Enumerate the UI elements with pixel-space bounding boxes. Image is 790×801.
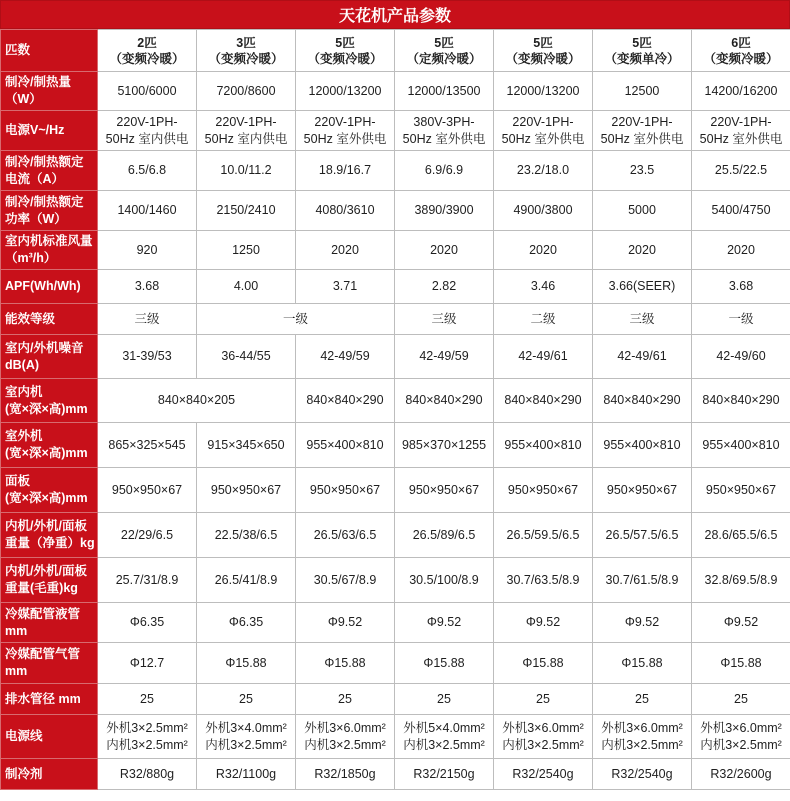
- table-cell: 25: [395, 684, 494, 715]
- table-cell: 25: [98, 684, 197, 715]
- column-header: 5匹 （变频冷暖）: [494, 30, 593, 72]
- table-cell: Φ12.7: [98, 643, 197, 684]
- table-cell: 12500: [593, 72, 692, 111]
- table-row: [1, 270, 790, 304]
- table-row: [1, 643, 790, 684]
- table-cell: 2150/2410: [197, 191, 296, 231]
- table-cell: R32/1850g: [296, 759, 395, 790]
- table-cell: 985×370×1255: [395, 423, 494, 468]
- table-cell: 12000/13500: [395, 72, 494, 111]
- table-cell: 220V-1PH- 50Hz 室外供电: [692, 111, 790, 151]
- row-label: 制冷/制热量 （W）: [1, 72, 98, 111]
- table-cell: 42-49/59: [395, 335, 494, 379]
- table-cell: Φ9.52: [494, 603, 593, 643]
- table-row: [1, 759, 790, 790]
- table-row: [1, 151, 790, 191]
- table-cell: 915×345×650: [197, 423, 296, 468]
- table-cell: 5000: [593, 191, 692, 231]
- table-cell: 一级: [197, 304, 395, 335]
- table-cell: 25.7/31/8.9: [98, 558, 197, 603]
- row-label: 面板 (宽×深×高)mm: [1, 468, 98, 513]
- table-cell: 外机3×2.5mm² 内机3×2.5mm²: [98, 715, 197, 759]
- table-cell: R32/2540g: [494, 759, 593, 790]
- table-cell: 25: [494, 684, 593, 715]
- table-cell: 25: [296, 684, 395, 715]
- table-cell: Φ15.88: [197, 643, 296, 684]
- table-cell: Φ9.52: [593, 603, 692, 643]
- table-cell: 2020: [494, 231, 593, 270]
- row-label: 室内/外机噪音 dB(A): [1, 335, 98, 379]
- row-label: 内机/外机/面板 重量（净重）kg: [1, 513, 98, 558]
- table-cell: 380V-3PH- 50Hz 室外供电: [395, 111, 494, 151]
- table-row: [1, 603, 790, 643]
- table-cell: 955×400×810: [494, 423, 593, 468]
- table-cell: 950×950×67: [494, 468, 593, 513]
- table-cell: 840×840×205: [98, 379, 296, 423]
- table-cell: 30.7/63.5/8.9: [494, 558, 593, 603]
- table-cell: 220V-1PH- 50Hz 室外供电: [296, 111, 395, 151]
- table-cell: R32/2600g: [692, 759, 790, 790]
- table-cell: 2020: [395, 231, 494, 270]
- table-cell: Φ15.88: [593, 643, 692, 684]
- table-cell: 840×840×290: [395, 379, 494, 423]
- table-cell: 955×400×810: [593, 423, 692, 468]
- table-cell: 4.00: [197, 270, 296, 304]
- table-cell: 955×400×810: [692, 423, 790, 468]
- column-header: 2匹 （变频冷暖）: [98, 30, 197, 72]
- table-cell: 外机5×4.0mm² 内机3×2.5mm²: [395, 715, 494, 759]
- table-row: [1, 191, 790, 231]
- table-cell: 220V-1PH- 50Hz 室外供电: [593, 111, 692, 151]
- table-cell: 外机3×6.0mm² 内机3×2.5mm²: [296, 715, 395, 759]
- table-cell: 2020: [296, 231, 395, 270]
- table-cell: 18.9/16.7: [296, 151, 395, 191]
- table-cell: Φ15.88: [395, 643, 494, 684]
- table-cell: 3.66(SEER): [593, 270, 692, 304]
- table-cell: 950×950×67: [98, 468, 197, 513]
- row-label: 室内机标准风量 （m³/h）: [1, 231, 98, 270]
- table-cell: 220V-1PH- 50Hz 室内供电: [197, 111, 296, 151]
- table-cell: 26.5/59.5/6.5: [494, 513, 593, 558]
- table-cell: 4900/3800: [494, 191, 593, 231]
- table-cell: 25: [593, 684, 692, 715]
- table-cell: Φ15.88: [296, 643, 395, 684]
- table-cell: 外机3×6.0mm² 内机3×2.5mm²: [692, 715, 790, 759]
- header-row: [1, 30, 790, 72]
- table-cell: R32/1100g: [197, 759, 296, 790]
- row-label: 冷媒配管液管 mm: [1, 603, 98, 643]
- table-cell: 一级: [692, 304, 790, 335]
- table-row: [1, 379, 790, 423]
- table-cell: 二级: [494, 304, 593, 335]
- table-row: [1, 468, 790, 513]
- table-cell: 26.5/57.5/6.5: [593, 513, 692, 558]
- table-cell: 42-49/59: [296, 335, 395, 379]
- table-cell: 6.5/6.8: [98, 151, 197, 191]
- table-cell: 950×950×67: [692, 468, 790, 513]
- row-label: 排水管径 mm: [1, 684, 98, 715]
- table-cell: 950×950×67: [395, 468, 494, 513]
- row-label: 室内机 (宽×深×高)mm: [1, 379, 98, 423]
- table-cell: Φ15.88: [494, 643, 593, 684]
- table-cell: 26.5/41/8.9: [197, 558, 296, 603]
- table-cell: 22/29/6.5: [98, 513, 197, 558]
- table-cell: 6.9/6.9: [395, 151, 494, 191]
- table-cell: Φ9.52: [395, 603, 494, 643]
- table-cell: 3.71: [296, 270, 395, 304]
- table-row: [1, 231, 790, 270]
- table-cell: 42-49/60: [692, 335, 790, 379]
- table-cell: 30.5/67/8.9: [296, 558, 395, 603]
- table-row: [1, 558, 790, 603]
- table-cell: 23.2/18.0: [494, 151, 593, 191]
- table-cell: 3890/3900: [395, 191, 494, 231]
- table-cell: Φ15.88: [692, 643, 790, 684]
- table-cell: 32.8/69.5/8.9: [692, 558, 790, 603]
- table-cell: 10.0/11.2: [197, 151, 296, 191]
- table-cell: Φ6.35: [197, 603, 296, 643]
- row-label: 电源线: [1, 715, 98, 759]
- row-label: APF(Wh/Wh): [1, 270, 98, 304]
- column-header: 5匹 （变频单冷）: [593, 30, 692, 72]
- table-cell: 220V-1PH- 50Hz 室外供电: [494, 111, 593, 151]
- table-row: [1, 423, 790, 468]
- table-cell: 220V-1PH- 50Hz 室内供电: [98, 111, 197, 151]
- table-cell: 2020: [593, 231, 692, 270]
- table-cell: 955×400×810: [296, 423, 395, 468]
- table-cell: 1250: [197, 231, 296, 270]
- table-row: [1, 72, 790, 111]
- table-cell: 14200/16200: [692, 72, 790, 111]
- table-cell: 1400/1460: [98, 191, 197, 231]
- table-cell: 36-44/55: [197, 335, 296, 379]
- table-cell: 3.46: [494, 270, 593, 304]
- table-cell: 25.5/22.5: [692, 151, 790, 191]
- table-row: [1, 715, 790, 759]
- table-cell: 865×325×545: [98, 423, 197, 468]
- row-label: 室外机 (宽×深×高)mm: [1, 423, 98, 468]
- table-row: [1, 304, 790, 335]
- table-cell: Φ9.52: [296, 603, 395, 643]
- table-cell: 5400/4750: [692, 191, 790, 231]
- column-header: 5匹 （变频冷暖）: [296, 30, 395, 72]
- table-cell: 950×950×67: [197, 468, 296, 513]
- table-cell: 42-49/61: [494, 335, 593, 379]
- row-label: 冷媒配管气管 mm: [1, 643, 98, 684]
- table-cell: 三级: [593, 304, 692, 335]
- table-cell: 840×840×290: [692, 379, 790, 423]
- table-cell: 840×840×290: [296, 379, 395, 423]
- column-header: 3匹 （变频冷暖）: [197, 30, 296, 72]
- table-cell: 25: [692, 684, 790, 715]
- table-cell: 三级: [98, 304, 197, 335]
- table-cell: 840×840×290: [593, 379, 692, 423]
- table-cell: 4080/3610: [296, 191, 395, 231]
- table-row: [1, 111, 790, 151]
- table-cell: 2.82: [395, 270, 494, 304]
- table-cell: R32/2150g: [395, 759, 494, 790]
- table-title: 天花机产品参数: [0, 0, 790, 29]
- table-cell: 外机3×6.0mm² 内机3×2.5mm²: [593, 715, 692, 759]
- table-cell: 12000/13200: [494, 72, 593, 111]
- column-header: 6匹 （变频冷暖）: [692, 30, 790, 72]
- table-cell: 30.7/61.5/8.9: [593, 558, 692, 603]
- row-label: 制冷剂: [1, 759, 98, 790]
- table-cell: 25: [197, 684, 296, 715]
- table-cell: 12000/13200: [296, 72, 395, 111]
- table-cell: 30.5/100/8.9: [395, 558, 494, 603]
- table-cell: 26.5/89/6.5: [395, 513, 494, 558]
- table-cell: R32/2540g: [593, 759, 692, 790]
- column-header: 5匹 （定频冷暖）: [395, 30, 494, 72]
- table-cell: 3.68: [98, 270, 197, 304]
- table-cell: 外机3×4.0mm² 内机3×2.5mm²: [197, 715, 296, 759]
- table-cell: 42-49/61: [593, 335, 692, 379]
- row-label: 电源V~/Hz: [1, 111, 98, 151]
- row-label: 制冷/制热额定 功率（W）: [1, 191, 98, 231]
- row-label: 能效等级: [1, 304, 98, 335]
- row-label: 匹数: [1, 30, 98, 72]
- table-cell: 23.5: [593, 151, 692, 191]
- spec-table: [0, 29, 790, 790]
- table-row: [1, 335, 790, 379]
- table-cell: 5100/6000: [98, 72, 197, 111]
- table-cell: Φ9.52: [692, 603, 790, 643]
- table-cell: 31-39/53: [98, 335, 197, 379]
- row-label: 内机/外机/面板 重量(毛重)kg: [1, 558, 98, 603]
- table-cell: 28.6/65.5/6.5: [692, 513, 790, 558]
- table-row: [1, 684, 790, 715]
- table-cell: 三级: [395, 304, 494, 335]
- table-cell: 7200/8600: [197, 72, 296, 111]
- table-cell: 950×950×67: [593, 468, 692, 513]
- table-cell: 950×950×67: [296, 468, 395, 513]
- table-cell: 3.68: [692, 270, 790, 304]
- table-cell: 22.5/38/6.5: [197, 513, 296, 558]
- table-cell: 2020: [692, 231, 790, 270]
- table-cell: 920: [98, 231, 197, 270]
- table-row: [1, 513, 790, 558]
- table-cell: 外机3×6.0mm² 内机3×2.5mm²: [494, 715, 593, 759]
- table-cell: R32/880g: [98, 759, 197, 790]
- row-label: 制冷/制热额定 电流（A）: [1, 151, 98, 191]
- table-cell: 840×840×290: [494, 379, 593, 423]
- table-cell: Φ6.35: [98, 603, 197, 643]
- table-cell: 26.5/63/6.5: [296, 513, 395, 558]
